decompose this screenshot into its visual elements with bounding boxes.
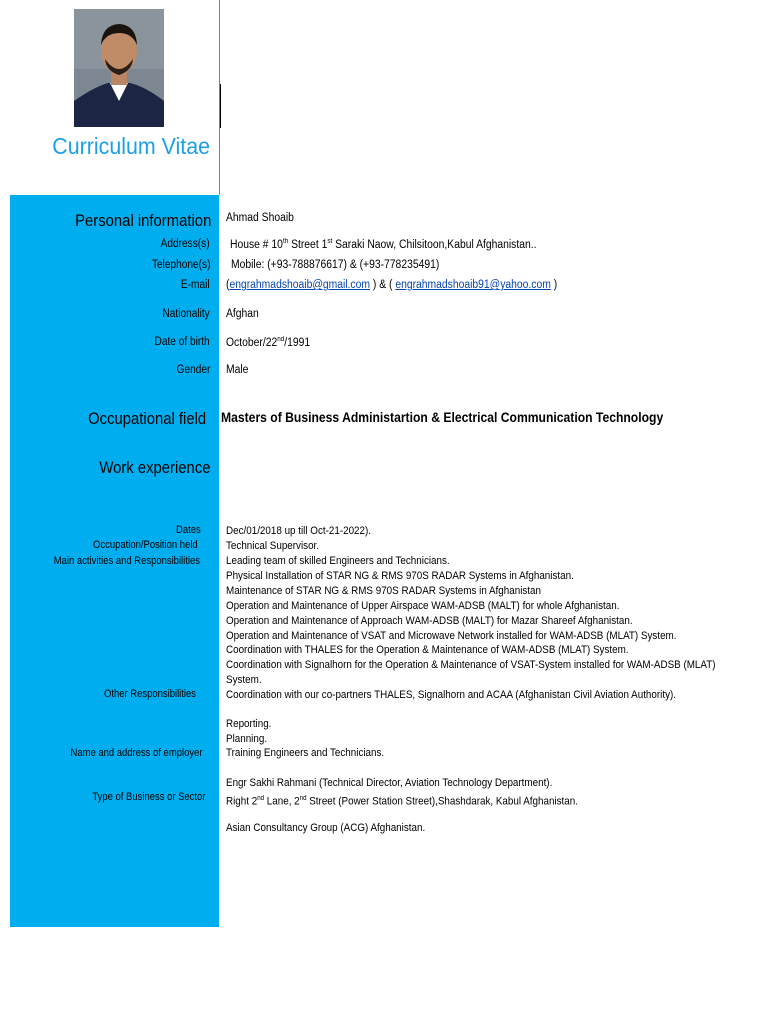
- experience-line: Operation and Maintenance of Approach WAM-ADSB (MALT) for Mazar Shareef Afghanistan.: [226, 615, 633, 627]
- training-text: Training Engineers and Technicians.: [226, 747, 385, 759]
- profile-photo: [74, 9, 164, 127]
- planning-text: Planning.: [226, 733, 268, 745]
- experience-line: Dec/01/2018 up till Oct-21-2022).: [226, 525, 372, 537]
- sector-label: Type of Business or Sector: [91, 791, 205, 803]
- business-sector: Asian Consultancy Group (ACG) Afghanistan.: [226, 822, 426, 834]
- telephone-label: Telephone(s): [151, 259, 210, 271]
- experience-line: Operation and Maintenance of Upper Airspace WAM-ADSB (MALT) for whole Afghanistan.: [226, 600, 620, 612]
- occupational-field-heading: Occupational field: [87, 410, 206, 428]
- email-link-gmail[interactable]: engrahmadshoaib@gmail.com: [229, 279, 370, 291]
- occupational-field-value: Masters of Business Administartion & Electrical Communication Technology: [221, 410, 664, 425]
- experience-line: Operation and Maintenance of VSAT and Microwave Network installed for WAM-ADSB (MLAT) System.: [226, 630, 677, 642]
- email-value: (engrahmadshoaib@gmail.com ) & ( engrahmadshoaib91@yahoo.com ): [226, 279, 558, 291]
- reporting-text: Reporting.: [226, 718, 272, 730]
- employer-name: Engr Sakhi Rahmani (Technical Director, Aviation Technology Department).: [226, 777, 553, 789]
- gender-label: Gender: [176, 364, 210, 376]
- activities-label: Main activities and Responsibilities: [53, 555, 200, 567]
- experience-line: Coordination with THALES for the Operation & Maintenance of WAM-ADSB (MLAT) System.: [226, 644, 629, 656]
- other-responsibilities-label: Other Responsibilities: [103, 688, 196, 700]
- experience-line: Physical Installation of STAR NG & RMS 970S RADAR Systems in Afghanistan.: [226, 570, 574, 582]
- personal-info-heading: Personal information: [74, 212, 211, 230]
- text-cursor-mark: [220, 84, 221, 128]
- dob-label: Date of birth: [154, 336, 210, 348]
- person-name: Ahmad Shoaib: [226, 212, 294, 224]
- experience-line: Leading team of skilled Engineers and Technicians.: [226, 555, 450, 567]
- address-label: Address(s): [161, 238, 210, 250]
- experience-line: Coordination with our co-partners THALES, Signalhorn and ACAA (Afghanistan Civil Aviation Authority).: [226, 689, 677, 701]
- page-title: Curriculum Vitae: [52, 133, 210, 159]
- address-value: House # 10th Street 1st Saraki Naow, Chilsitoon,Kabul Afghanistan..: [230, 238, 537, 251]
- gender-value: Male: [226, 364, 249, 376]
- email-link-yahoo[interactable]: engrahmadshoaib91@yahoo.com: [395, 279, 551, 291]
- experience-line: Maintenance of STAR NG & RMS 970S RADAR Systems in Afghanistan: [226, 585, 541, 597]
- telephone-value: Mobile: (+93-788876617) & (+93-778235491): [231, 259, 440, 271]
- nationality-value: Afghan: [226, 308, 259, 320]
- experience-line: Technical Supervisor.: [226, 540, 320, 552]
- employer-address: Right 2nd Lane, 2nd Street (Power Station Street),Shashdarak, Kabul Afghanistan.: [226, 795, 578, 808]
- nationality-label: Nationality: [162, 308, 210, 320]
- dob-value: October/22nd/1991: [226, 336, 311, 349]
- person-portrait-icon: [74, 9, 164, 127]
- position-label: Occupation/Position held: [93, 539, 198, 551]
- employer-label: Name and address of employer: [70, 747, 202, 759]
- dates-label: Dates: [176, 524, 201, 536]
- work-experience-heading: Work experience: [99, 459, 211, 477]
- email-label: E-mail: [181, 279, 210, 291]
- experience-line: Coordination with Signalhorn for the Operation & Maintenance of VSAT-System installed for WAM-ADSB (MLAT): [226, 659, 716, 671]
- experience-line: System.: [226, 674, 262, 686]
